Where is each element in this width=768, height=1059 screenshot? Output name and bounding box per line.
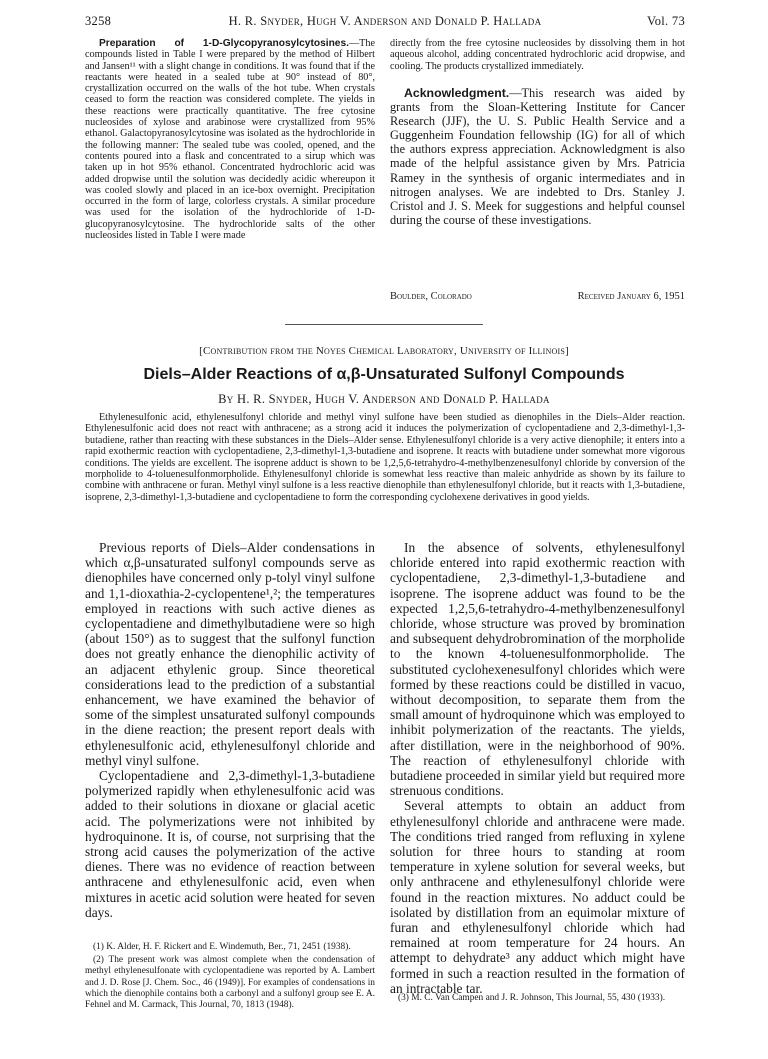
- paragraph: Cyclopentadiene and 2,3-dimethyl-1,3-butadiene polymerized rapidly when ethylenesulfonic acid was added to their solutions in dioxane or glacial acetic acid. The polymerizations were not inhibited by hydroquinone. It is, of course, not surprising that the strong acid causes the polymerization of the active dienes. There was no evidence of reaction between anthracene and ethylenesulfonic acid, even when mixtures in acetic acid solution were heated for seven days.: [85, 768, 375, 920]
- ack-text: —This research was aided by grants from the Sloan-Kettering Institute for Cancer Research (JJF), the U. S. Public Health Service and a Guggenheim Foundation fellowship (IG) for all of which the authors express appreciation. Acknowledgment is also made of the helpful assistance given by Mrs. Patricia Ramey in the synthesis of organic intermediates and in nitrogen analyses. We are indebted to Drs. Stanley J. Cristol and J. S. Meek for suggestions and helpful counsel during the course of these investigations.: [390, 86, 685, 227]
- main-right-column: [390, 540, 685, 996]
- section-text: —The compounds listed in Table I were prepared by the method of Hilbert and Jansen¹¹ with a slight change in conditions. It was found that if the reactants were heated in a sealed tube at 90° instead of 80°, crystallization occurred on the walls of the hot tube. When crystals ceased to form the reaction was considered complete. The yields in these reactions were practically quantitative. The free cytosine nucleosides of xylose and arabinose were crystallized from 95% ethanol. Galactopyranosylcytosine was isolated as the hydrochloride in the following manner: The sealed tube was cooled, opened, and the contents poured into a flask and concentrated to a sirup which was taken up in hot 95% ethanol. Concentrated hydrochloric acid was added dropwise until the solution was decidedly acidic whereupon it was cooled slowly and placed in an ice-box overnight. Precipitation occurred in the form of large, colorless crystals. A similar procedure was used for the isolation of the hydrochloride of 1-D-glucopyranosylcytosine. The hydrochloride salts of the other nucleosides listed in Table I were made: [85, 38, 375, 242]
- paragraph: Previous reports of Diels–Alder condensations in which α,β-unsaturated sulfonyl compounds serve as dienophiles have concerned only p-tolyl vinyl sulfone and 1,1-dioxathia-2-cyclopentene¹,²; the temperatures employed in reactions with such active dienes as cyclopentadiene and dimethylbutadiene were so high (about 150°) as to suggest that the sulfonyl function does not greatly enhance the dienophilic activity of an adjacent ethylenic group. Since theoretical considerations lead to the prediction of a substantial enhancement, we have examined the behavior of some of the simplest unsaturated sulfonyl compounds in the diene reaction; the present report deals with ethylenesulfonic acid, ethylenesulfonyl chloride and methyl vinyl sulfone.: [85, 540, 375, 768]
- prev-article-left-column: [85, 38, 375, 241]
- continued-text: directly from the free cytosine nucleosides by dissolving them in hot aqueous alcohol, adding concentrated hydrochloric acid dropwise, and cooling. The products crystallized immediately.: [390, 38, 685, 72]
- acknowledgment: [390, 86, 685, 227]
- left-footnotes: [85, 942, 375, 1013]
- article-byline: By H. R. Snyder, Hugh V. Anderson and Donald P. Hallada: [218, 392, 550, 406]
- footnote: (1) K. Alder, H. F. Rickert and E. Windemuth, Ber., 71, 2451 (1938).: [93, 942, 351, 952]
- right-footnotes: [390, 993, 685, 1006]
- paragraph: Several attempts to obtain an adduct from ethylenesulfonyl chloride and anthracene were made. The conditions tried ranged from refluxing in xylene solution for three hours to standing at room temperature in xylene solution for several weeks, but only anthracene and ethylenesulfonyl chloride were found in the reaction mixtures. No adduct could be isolated by distillation from an equimolar mixture of furan and ethylenesulfonyl chloride which had remained at room temperature for 24 hours. An attempt to dehydrate³ any adduct which might have formed in such a reaction resulted in the formation of an intractable tar.: [390, 798, 685, 996]
- ack-heading: Acknowledgment.: [404, 86, 510, 100]
- contribution-line: [Contribution from the Noyes Chemical Laboratory, University of Illinois]: [199, 345, 569, 357]
- separator-rule: [285, 324, 483, 325]
- article-title: Diels–Alder Reactions of α,β-Unsaturated Sulfonyl Compounds: [143, 366, 625, 383]
- abstract: [85, 412, 685, 503]
- received-date: Received January 6, 1951: [577, 291, 685, 302]
- volume-number: Vol. 73: [647, 14, 685, 28]
- abstract-text: Ethylenesulfonic acid, ethylenesulfonyl chloride and methyl vinyl sulfone have been studied as dienophiles in the Diels–Alder reaction. Ethylenesulfonic acid does not react with anthracene; as a strong acid it induces the polymerization of cyclopentadiene and 2,3-dimethyl-1,3-butadiene, rather than reacting with these substances in the Diels–Alder sense. Ethylenesulfonyl chloride is a very active dienophile; it enters into a rapid exothermic reaction with cyclopentadiene, 2,3-dimethyl-1,3-butadiene and isoprene. It reacts with butadiene under somewhat more vigorous conditions. The yields are excellent. The isoprene adduct is shown to be 1,2,5,6-tetrahydro-4-methylbenzenesulfonyl chloride by conversion of the morpholide to 4-toluenesulfonmorpholide. Ethylenesulfonyl chloride is somewhat less reactive than maleic anhydride as shown by its failure to combine with anthracene or furan. Methyl vinyl sulfone is a less reactive dienophile than ethylenesulfonyl chloride, but it reacts with 1,3-butadiene, isoprene, 2,3-dimethyl-1,3-butadiene and cyclopentadiene to form the corresponding cyclohexene derivatives in good yields.: [85, 412, 685, 503]
- page-number: 3258: [85, 14, 112, 28]
- main-left-column: [85, 540, 375, 920]
- paragraph: In the absence of solvents, ethylenesulfonyl chloride entered into rapid exothermic reaction with cyclopentadiene, 2,3-dimethyl-1,3-butadiene and isoprene. The isoprene adduct was found to be the expected 1,2,5,6-tetrahydro-4-methylbenzenesulfonyl chloride, whose structure was proved by bromination and subsequent dehydrobromination of the morpholide to the known 4-toluenesulfonmorpholide. The substituted cyclohexenesulfonyl chlorides which were formed by these reactions could be distilled in vacuo, without decomposition, to separate them from the small amount of hydroquinone which was employed to inhibit polymerization of the reactants. The yields, after distillation, were in the neighborhood of 90%. The reaction of ethylenesulfonyl chloride with butadiene proceeded in similar yield but required more strenuous conditions.: [390, 540, 685, 799]
- running-authors: H. R. Snyder, Hugh V. Anderson and Donald P. Hallada: [228, 14, 542, 28]
- running-header: [85, 14, 685, 32]
- footnote: (2) The present work was almost complete when the condensation of methyl ethylenesulfonate with cyclopentadiene was reported by A. Lambert and J. D. Rose [J. Chem. Soc., 46 (1949)]. For examples of condensations in which the dienophile contains both a carbonyl and a sulfonyl group see E. A. Fehnel and M. Carmack, This Journal, 70, 1813 (1948).: [85, 955, 375, 1011]
- place: Boulder, Colorado: [390, 291, 472, 302]
- section-heading: Preparation of 1-D-Glycopyranosylcytosines.: [99, 38, 349, 49]
- prev-article-right-column: [390, 38, 685, 72]
- footnote: (3) M. C. Van Campen and J. R. Johnson, This Journal, 55, 430 (1933).: [398, 993, 666, 1003]
